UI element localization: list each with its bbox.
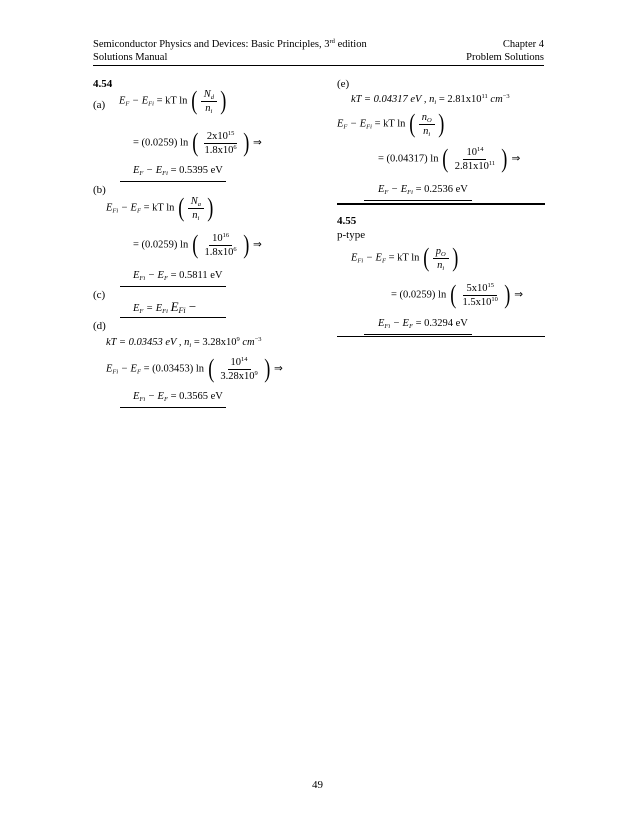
- section-divider: [337, 203, 545, 205]
- part-b-underline: [120, 286, 226, 287]
- problem-4-55-type: p-type: [337, 229, 366, 241]
- part-b-result: $E_{Fi} - E_F = 0.5811$ eV: [133, 270, 223, 282]
- header-title: Semiconductor Physics and Devices: Basic Principles, 3rd edition: [93, 38, 367, 50]
- part-a-result: $E_F - E_{Fi} = 0.5395$ eV: [133, 165, 223, 177]
- part-d-label: (d): [93, 320, 106, 332]
- part-c-label: (c): [93, 289, 106, 301]
- part-a-label: (a): [93, 99, 106, 111]
- part-b-label: (b): [93, 184, 106, 196]
- header-manual: Solutions Manual: [93, 52, 168, 63]
- part-e-eq1: $E_F - E_{Fi}$ = kT ln ( $\frac{n_O}{n_i}$ ): [337, 109, 445, 138]
- part-d-underline: [120, 407, 226, 408]
- column-end-rule: [337, 336, 545, 337]
- part-c-underline: [120, 317, 226, 318]
- part-a-eq2: = (0.0259) ln ( $\frac{2x10^{15}}{1.8x10^6}$ ) ⇒: [133, 128, 262, 157]
- part-e-kt: kT = 0.04317 eV , $n_i = 2.81x10^{11}$ $cm^{-3}$: [351, 93, 510, 106]
- part-e-eq2: = (0.04317) ln ( $\frac{10^{14}}{2.81x10^{11}}$ ) ⇒: [378, 144, 521, 173]
- part-b-eq1: $E_{Fi} - E_F$ = kT ln ( $\frac{N_a}{n_i}$ ): [106, 193, 214, 222]
- part-a-eq1: $E_F - E_{Fi}$ = kT ln ( $\frac{N_d}{n_i}$ ): [119, 86, 227, 115]
- part-a-underline: [120, 181, 226, 182]
- header-section: Problem Solutions: [466, 52, 544, 63]
- header-chapter: Chapter 4: [502, 39, 544, 50]
- page-number: 49: [312, 779, 323, 791]
- part-d-eq: $E_{Fi} - E_F = (0.03453)$ ln ( $\frac{10^{14}}{3.28x10^9}$ ) ⇒: [106, 354, 283, 383]
- part-e-label: (e): [337, 78, 350, 90]
- problem-4-55-number: 4.55: [337, 215, 357, 227]
- part-e-result: $E_F - E_{Fi} = 0.2536$ eV: [378, 184, 468, 196]
- p455-eq1: $E_{Fi} - E_F$ = kT ln ( $\frac{p_O}{n_i}$ ): [351, 243, 459, 272]
- part-d-result: $E_{Fi} - E_F = 0.3565$ eV: [133, 391, 223, 403]
- part-c-eq: $E_F = E_{Fi}$ $E_{Fi}$ −: [133, 299, 197, 315]
- p455-eq2: = (0.0259) ln ( $\frac{5x10^{15}}{1.5x10^{10}}$ ) ⇒: [391, 280, 523, 309]
- problem-4-54-number: 4.54: [93, 78, 113, 90]
- header-rule: [93, 65, 544, 66]
- part-e-underline: [364, 200, 472, 201]
- part-d-kt: kT = 0.03453 eV , $n_i = 3.28x10^9$ $cm^{-3}$: [106, 336, 262, 349]
- p455-underline: [364, 334, 472, 335]
- part-b-eq2: = (0.0259) ln ( $\frac{10^{16}}{1.8x10^6}$ ) ⇒: [133, 230, 262, 259]
- p455-result: $E_{Fi} - E_F = 0.3294$ eV: [378, 318, 468, 330]
